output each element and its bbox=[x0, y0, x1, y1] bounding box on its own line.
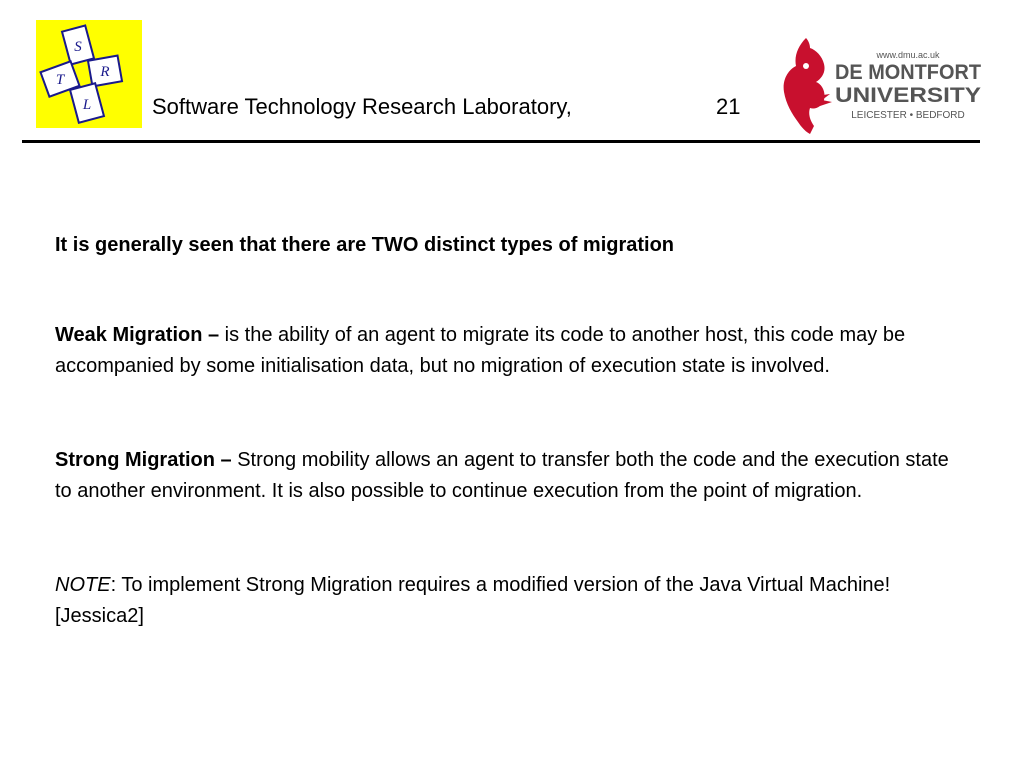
weak-migration-text: is the ability of an agent to migrate its code to another host, this code may be accompanied by some initialisation data, but no migration of execution state is involved. bbox=[55, 324, 906, 377]
dmu-name-line1: DE MONTFORT bbox=[835, 61, 982, 84]
header-title: Software Technology Research Laboratory, bbox=[152, 94, 572, 119]
note-paragraph bbox=[55, 570, 955, 632]
strong-migration-text: Strong mobility allows an agent to transfer both the code and the execution state to another environment. It is also possible to continue execution from the point of migration. bbox=[55, 449, 949, 502]
dmu-url: www.dmu.ac.uk bbox=[876, 50, 940, 60]
note-label: NOTE bbox=[55, 574, 111, 596]
weak-migration-paragraph bbox=[55, 320, 955, 382]
slide-number: 21 bbox=[716, 94, 741, 119]
strong-migration-paragraph bbox=[55, 445, 955, 507]
dmu-campuses: LEICESTER • BEDFORD bbox=[851, 110, 965, 121]
lion-emblem-icon bbox=[784, 38, 832, 134]
slide-content bbox=[55, 230, 955, 632]
note-text: : To implement Strong Migration requires a modified version of the Java Virtual Machine! [Jessica2] bbox=[55, 574, 891, 627]
strl-logo bbox=[36, 20, 142, 128]
strl-letter-s: S bbox=[74, 39, 82, 55]
strong-migration-term: Strong Migration – bbox=[55, 449, 238, 471]
strl-letter-l: L bbox=[82, 97, 92, 113]
strl-letter-t: T bbox=[55, 72, 65, 88]
header-divider bbox=[22, 140, 980, 143]
strl-letter-r: R bbox=[100, 64, 110, 80]
intro-heading: It is generally seen that there are TWO distinct types of migration bbox=[55, 234, 675, 256]
dmu-logo bbox=[776, 36, 986, 136]
weak-migration-term: Weak Migration – bbox=[55, 324, 225, 346]
dmu-name-line2: UNIVERSITY bbox=[835, 84, 981, 107]
